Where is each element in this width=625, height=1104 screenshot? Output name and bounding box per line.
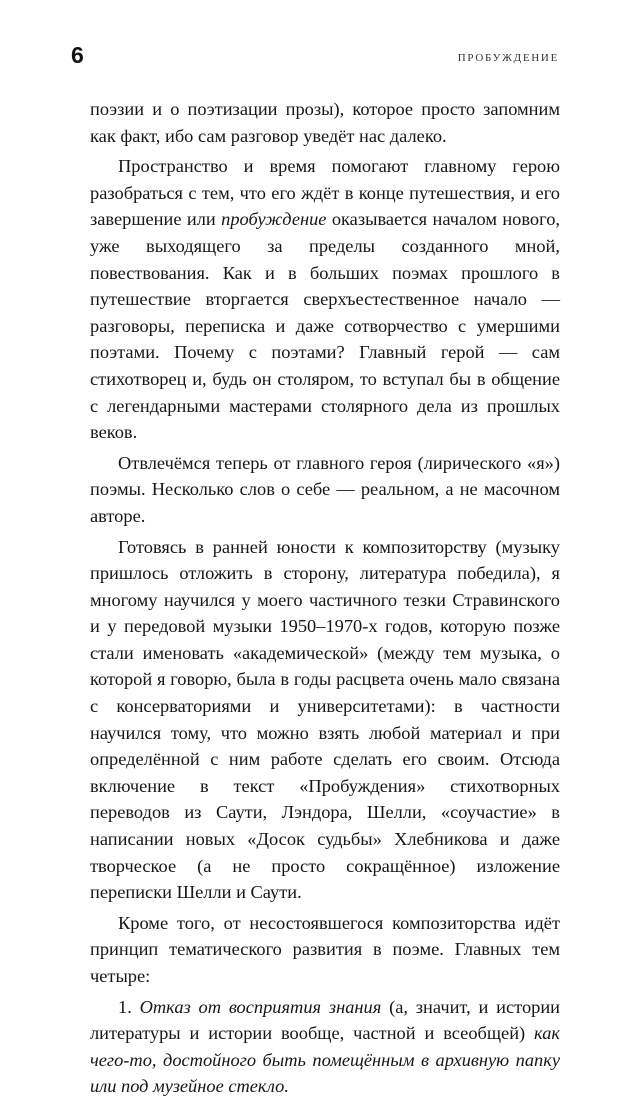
paragraph-6 [90, 994, 560, 1100]
paragraph-2-italic: пробуждение [221, 209, 327, 230]
paragraph-6-italic-2: как чего-то, достойного быть помещённым в архивную папку или под музейное стекло. [90, 1023, 560, 1097]
paragraph-2-text-after: оказывается началом нового, уже выходящего за пределы созданного мной, повествования. Как и в больших поэмах прошлого в путешествие вторгается сверхъестественное начало — разговоры, переписка и даже сотворчество с умершими поэтами. Почему с поэтами? Главный герой — сам стихотворец и, будь он столяром, то вступал бы в общение с легендарными мастерами столярного дела из прошлых веков. [90, 209, 561, 443]
running-head: ПРОБУЖДЕНИЕ [457, 52, 559, 64]
paragraph-6-lead: 1. [118, 996, 140, 1017]
body-text [90, 96, 560, 1104]
paragraph-6-middle: (а, значит, и истории литературы и истории вообще, частной и всеобщей) [90, 996, 561, 1044]
paragraph-1: поэзии и о поэтизации прозы), которое просто запомним как факт, ибо сам разговор уведёт нас далеко. [90, 99, 560, 146]
paragraph-3: Отвлечёмся теперь от главного героя (лирического «я») поэмы. Несколько слов о себе — реальном, а не масочном авторе. [90, 452, 560, 526]
paragraph-2-text-before: Пространство и время помогают главному герою разобраться с тем, что его ждёт в конце путешествия, и его завершение или [90, 156, 560, 230]
paragraph-5: Кроме того, от несостоявшегося композиторства идёт принцип тематического развития в поэме. Главных тем четыре: [90, 912, 560, 986]
paragraph-4: Готовясь в ранней юности к композиторству (музыку пришлось отложить в сторону, литература победила), я многому научился у моего частичного тезки Стравинского и у передовой музыки 1950–1970-х годов, которую позже стали именовать «академической» (между тем музыка, о которой я говорю, была в годы расцвета очень мало связана с консерваториями и университетами): в частности научился тому, что можно взять любой материал и при определённой с ним работе сделать его своим. Отсюда включение в текст «Пробуждения» стихотворных переводов из Саути, Лэндора, Шелли, «соучастие» в написании новых «Досок судьбы» Хлебникова и даже творческое (а не просто сокращённое) изложение переписки Шелли и Саути. [90, 536, 560, 903]
page-number: 6 [71, 42, 84, 68]
paragraph-2 [90, 153, 560, 446]
paragraph-6-italic-1: Отказ от восприятия знания [139, 996, 382, 1017]
